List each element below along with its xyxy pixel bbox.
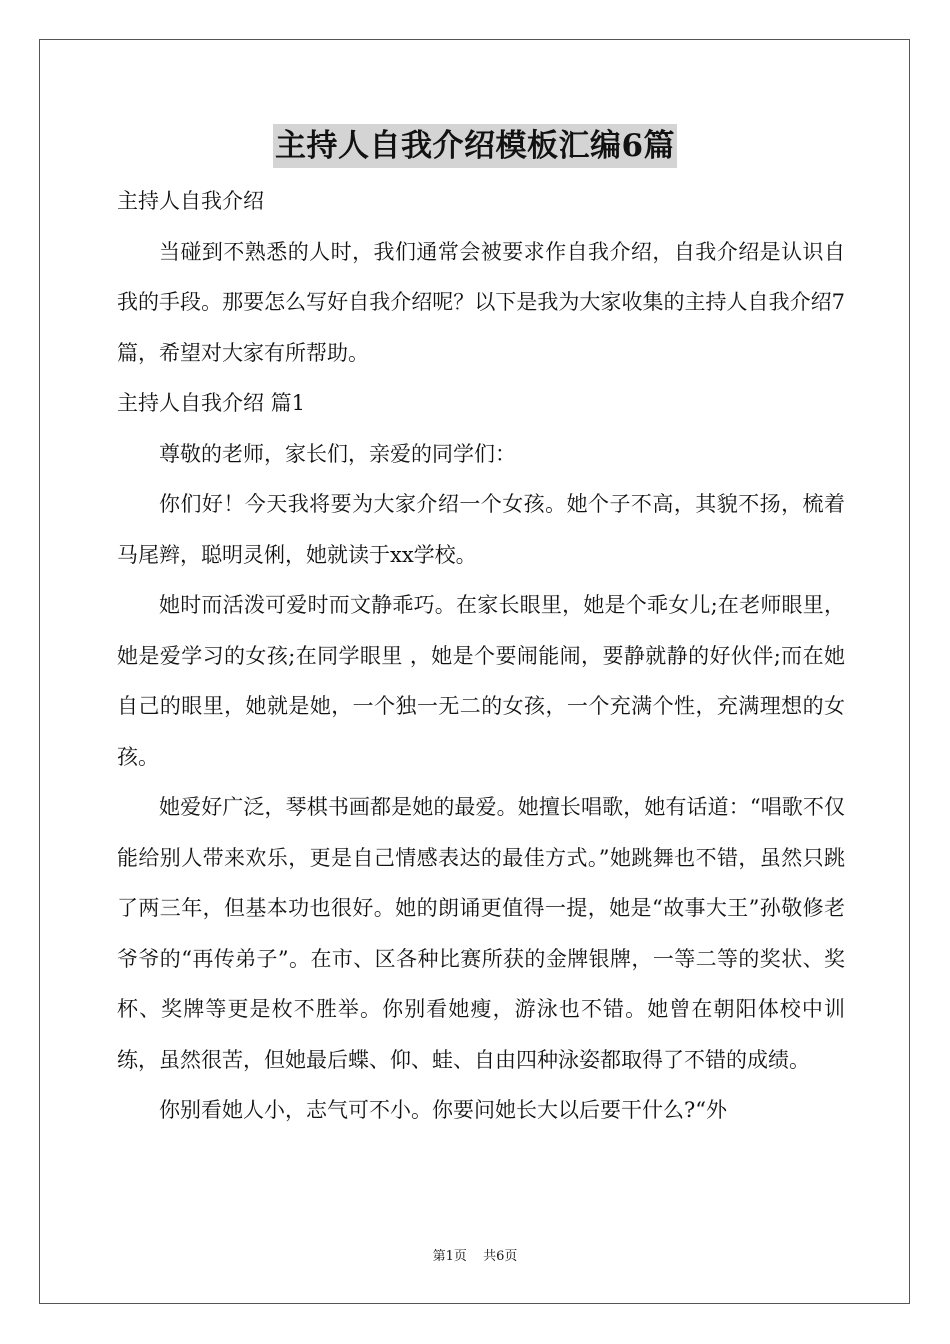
title-container <box>0 124 950 168</box>
body-paragraph: 你别看她人小，志气可不小。你要问她长大以后要干什么?“外 <box>159 1098 727 1122</box>
body-paragraph: 尊敬的老师，家长们，亲爱的同学们： <box>159 441 516 466</box>
total-pages: 共6页 <box>483 1249 518 1264</box>
body-paragraph: 你们好！今天我将要为大家介绍一个女孩。她个子不高，其貌不扬，梳着马尾辫，聪明灵俐，她就读于xx学校。 <box>117 492 845 567</box>
page-footer <box>0 1245 950 1264</box>
body-paragraph: 当碰到不熟悉的人时，我们通常会被要求作自我介绍，自我介绍是认识自我的手段。那要怎么写好自我介绍呢？以下是我为大家收集的主持人自我介绍7篇，希望对大家有所帮助。 <box>117 239 845 365</box>
body-paragraph: 她时而活泼可爱时而文静乖巧。在家长眼里，她是个乖女儿;在老师眼里，她是爱学习的女孩;在同学眼里 ，她是个要闹能闹，要静就静的好伙伴;而在她自己的眼里，她就是她，一个独一无二的女孩，一个充满个性，充满理想的女孩。 <box>117 593 845 769</box>
document-body <box>117 176 845 1136</box>
document-title: 主持人自我介绍模板汇编6篇 <box>273 124 677 168</box>
page-number: 第1页 <box>432 1249 467 1264</box>
section-heading: 主持人自我介绍 <box>117 189 264 213</box>
section-heading: 主持人自我介绍 篇1 <box>117 391 306 415</box>
body-paragraph: 她爱好广泛，琴棋书画都是她的最爱。她擅长唱歌，她有话道：“唱歌不仅能给别人带来欢乐，更是自己情感表达的最佳方式。”她跳舞也不错，虽然只跳了两三年，但基本功也很好。她的朗诵更值得一提，她是“故事大王”孙敬修老爷爷的“再传弟子”。在市、区各种比赛所获的金牌银牌，一等二等的奖状、奖杯、奖牌等更是枚不胜举。你别看她瘦，游泳也不错。她曾在朝阳体校中训练，虽然很苦，但她最后蝶、仰、蛙、自由四种泳姿都取得了不错的成绩。 <box>117 795 845 1072</box>
